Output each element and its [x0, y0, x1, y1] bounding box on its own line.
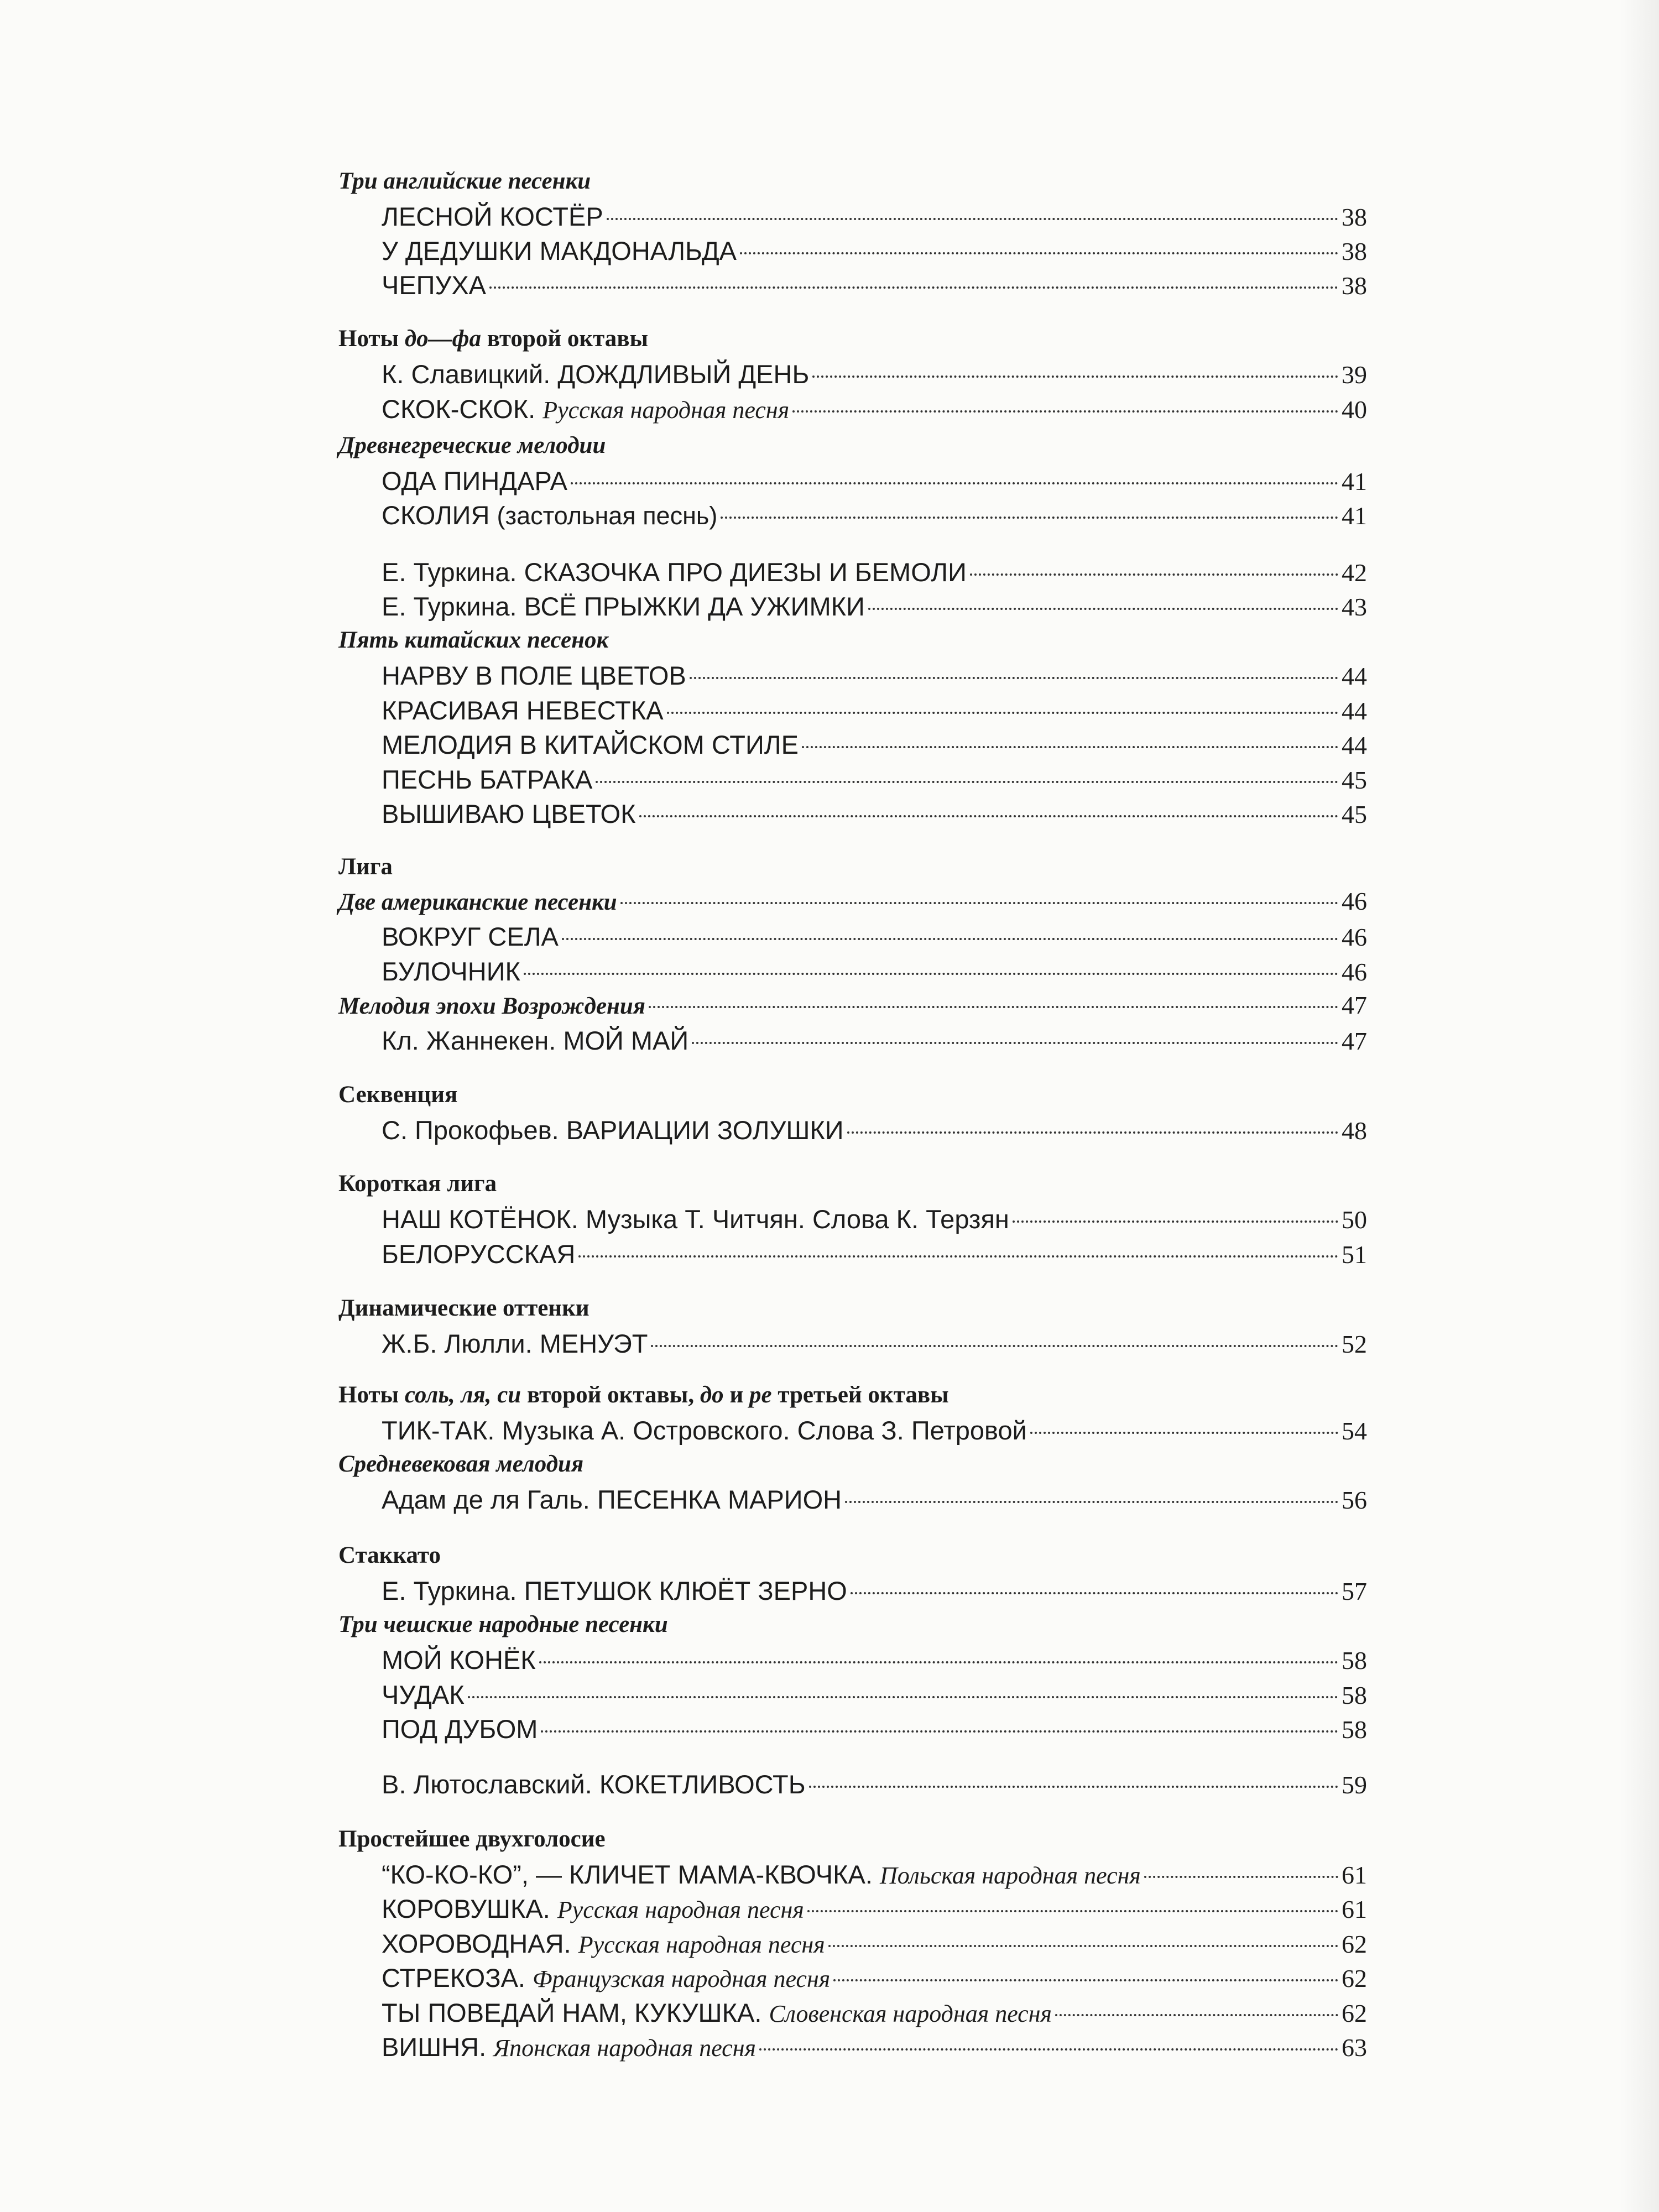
- toc-entry: ЧУДАК 58: [382, 1680, 1367, 1709]
- page-edge-shadow: [1620, 0, 1659, 2212]
- toc-entry: НАШ КОТЁНОК. Музыка Т. Читчян. Слова К. Терзян 50: [382, 1204, 1367, 1234]
- section-heading: Лига: [338, 854, 393, 880]
- toc-entry: ПЕСНЬ БАТРАКА 45: [382, 765, 1367, 794]
- toc-entry: МЕЛОДИЯ В КИТАЙСКОМ СТИЛЕ 44: [382, 730, 1367, 759]
- toc-entry: СТРЕКОЗА. Французская народная песня 62: [382, 1963, 1367, 1992]
- toc-entry: СКОК-СКОК. Русская народная песня 40: [382, 394, 1367, 424]
- toc-entry: БУЛОЧНИК 46: [382, 957, 1367, 986]
- section-heading: Секвенция: [338, 1082, 458, 1108]
- toc-entry: Е. Туркина. ПЕТУШОК КЛЮЁТ ЗЕРНО 57: [382, 1576, 1367, 1605]
- toc-entry: ВОКРУГ СЕЛА 46: [382, 922, 1367, 951]
- toc-entry: ОДА ПИНДАРА 41: [382, 466, 1367, 495]
- toc-entry: Адам де ля Галь. ПЕСЕНКА МАРИОН 56: [382, 1485, 1367, 1514]
- section-heading: Три чешские народные песенки: [338, 1611, 668, 1637]
- toc-entry: ПОД ДУБОМ 58: [382, 1714, 1367, 1744]
- section-heading: Три английские песенки: [338, 168, 591, 194]
- toc-entry: С. Прокофьев. ВАРИАЦИИ ЗОЛУШКИ 48: [382, 1115, 1367, 1145]
- toc-entry: ХОРОВОДНАЯ. Русская народная песня 62: [382, 1929, 1367, 1958]
- section-heading: Простейшее двухголосие: [338, 1826, 606, 1852]
- section-heading: Стаккато: [338, 1542, 441, 1568]
- toc-entry: ЧЕПУХА 38: [382, 270, 1367, 300]
- toc-entry: СКОЛИЯ (застольная песнь) 41: [382, 500, 1367, 530]
- toc-entry: ВЫШИВАЮ ЦВЕТОК 45: [382, 799, 1367, 828]
- section-heading: Короткая лига: [338, 1171, 497, 1197]
- toc-entry: ТЫ ПОВЕДАЙ НАМ, КУКУШКА. Словенская народная песня 62: [382, 1998, 1367, 2027]
- toc-entry: КОРОВУШКА. Русская народная песня 61: [382, 1894, 1367, 1923]
- toc-entry: БЕЛОРУССКАЯ 51: [382, 1239, 1367, 1269]
- section-heading: Ноты до—фа второй октавы: [338, 326, 649, 352]
- toc-entry: У ДЕДУШКИ МАКДОНАЛЬДА 38: [382, 236, 1367, 265]
- section-heading: Древнегреческие мелодии: [338, 432, 606, 458]
- toc-entry: “КО-КО-КО”, — КЛИЧЕТ МАМА-КВОЧКА. Польская народная песня 61: [382, 1860, 1367, 1889]
- section-heading: Динамические оттенки: [338, 1295, 589, 1321]
- toc-entry: Е. Туркина. СКАЗОЧКА ПРО ДИЕЗЫ И БЕМОЛИ 42: [382, 557, 1367, 587]
- toc-entry: В. Лютославский. КОКЕТЛИВОСТЬ 59: [382, 1770, 1367, 1799]
- section-heading-with-page: Мелодия эпохи Возрождения 47: [338, 991, 1367, 1019]
- toc-entry: НАРВУ В ПОЛЕ ЦВЕТОВ 44: [382, 661, 1367, 690]
- section-heading-with-page: Две американские песенки 46: [338, 887, 1367, 915]
- toc-entry: ТИК-ТАК. Музыка А. Островского. Слова З. Петровой 54: [382, 1416, 1367, 1445]
- toc-entry: ЛЕСНОЙ КОСТЁР 38: [382, 202, 1367, 231]
- toc-entry: Ж.Б. Люлли. МЕНУЭТ 52: [382, 1329, 1367, 1358]
- toc-entry: ВИШНЯ. Японская народная песня 63: [382, 2032, 1367, 2062]
- toc-entry: МОЙ КОНЁК 58: [382, 1645, 1367, 1674]
- toc-entry: Е. Туркина. ВСЁ ПРЫЖКИ ДА УЖИМКИ 43: [382, 592, 1367, 621]
- section-heading: Ноты соль, ля, си второй октавы, до и ре третьей октавы: [338, 1382, 949, 1408]
- toc-entry: Кл. Жаннекен. МОЙ МАЙ 47: [382, 1026, 1367, 1055]
- section-heading: Пять китайских песенок: [338, 627, 609, 653]
- toc-entry: КРАСИВАЯ НЕВЕСТКА 44: [382, 696, 1367, 725]
- toc-entry: К. Славицкий. ДОЖДЛИВЫЙ ДЕНЬ 39: [382, 359, 1367, 389]
- section-heading: Средневековая мелодия: [338, 1451, 584, 1477]
